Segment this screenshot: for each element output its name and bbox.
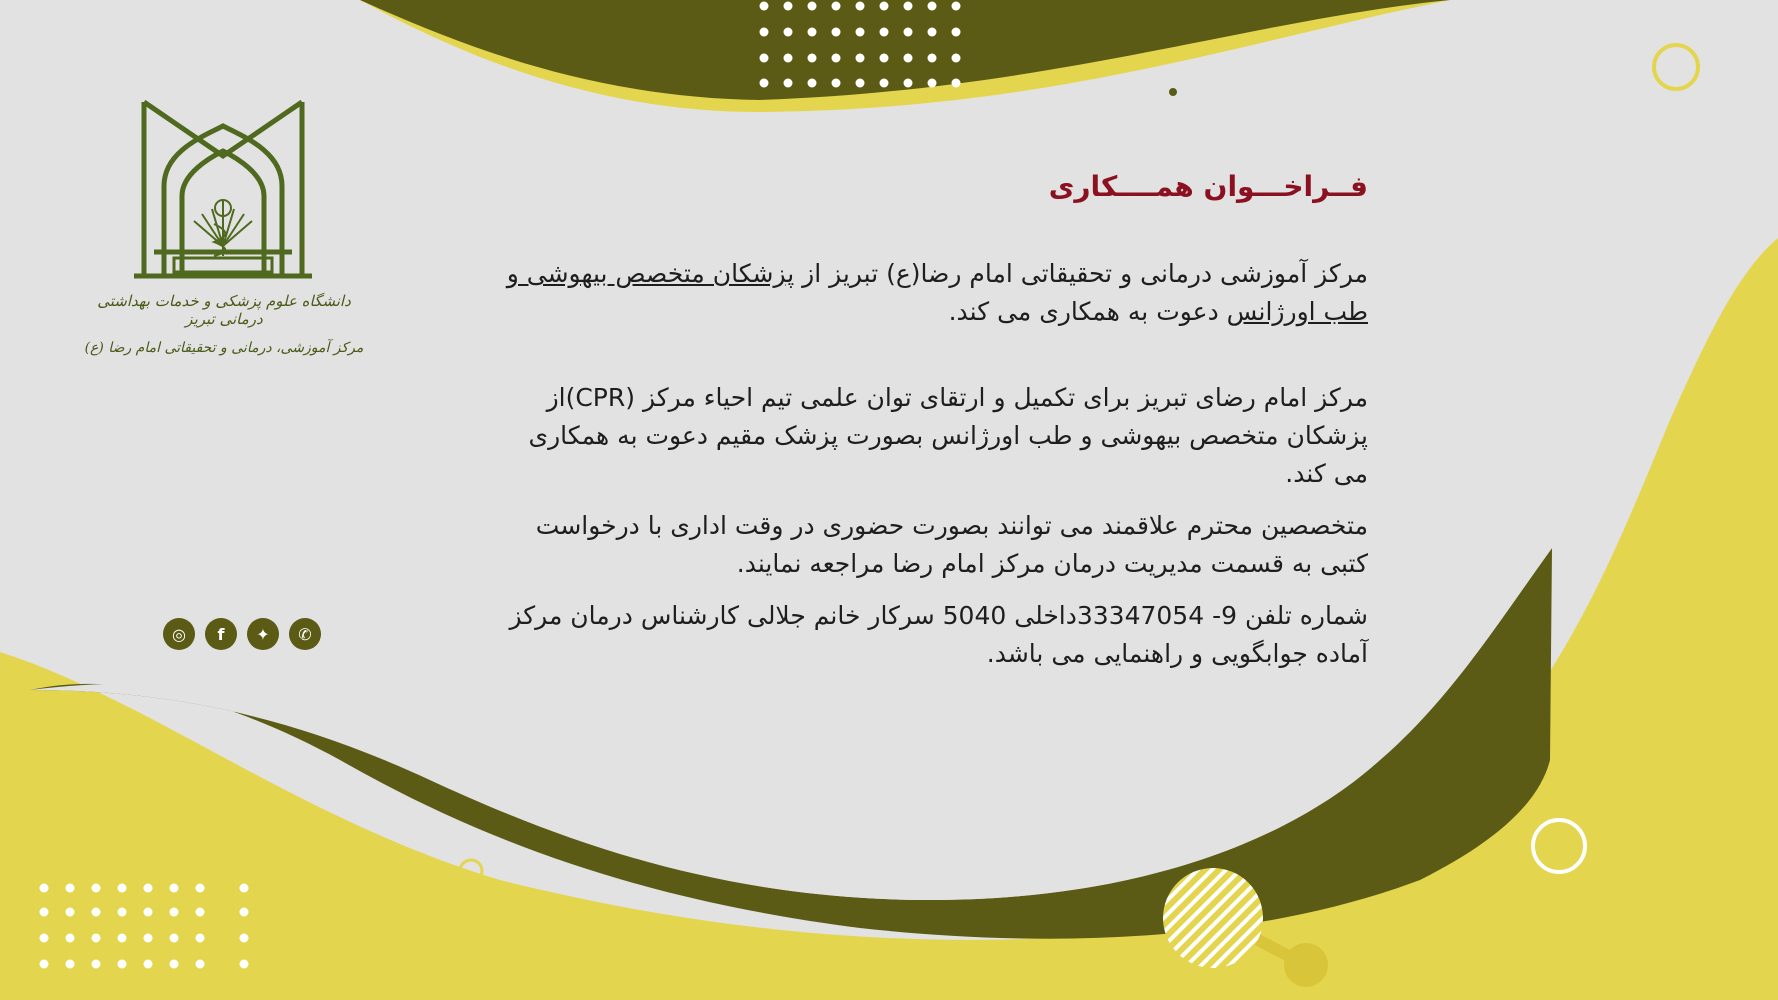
- paragraph-1-start: مرکز آموزشی درمانی و تحقیقاتی امام رضا(ع) تبریز از: [794, 259, 1368, 288]
- announcement-title: فــراخـــوان همــــکاری: [1048, 170, 1368, 203]
- instagram-icon[interactable]: ◎: [163, 618, 195, 650]
- paragraph-1-underlined: پزشکان متخصص بیهوشی و طب اورژانس: [506, 259, 1368, 326]
- announcement: [500, 170, 1368, 673]
- paragraph-2: مرکز امام رضای تبریز برای تکمیل و ارتقای توان علمی تیم احیاء مرکز (CPR)از پزشکان متخصص بیهوشی و طب اورژانس بصورت پزشک مقیم دعوت به همکاری می کند.: [528, 383, 1368, 488]
- logo-university-name: دانشگاه علوم پزشکی و خدمات بهداشتی درمانی تبریز: [97, 292, 351, 328]
- twitter-icon[interactable]: ✦: [247, 618, 279, 650]
- university-logo: [84, 96, 364, 376]
- paragraph-4: شماره تلفن 9- 33347054داخلی 5040 سرکار خانم جلالی کارشناس درمان مرکز آماده جوابگویی و راهنمایی می باشد.: [509, 601, 1368, 668]
- facebook-icon[interactable]: f: [205, 618, 237, 650]
- logo-center-name: مرکز آموزشی، درمانی و تحقیقاتی امام رضا (ع): [84, 340, 364, 356]
- paragraph-1: [500, 255, 1368, 331]
- paragraph-3: متخصصین محترم علاقمند می توانند بصورت حضوری در وقت اداری با درخواست کتبی به قسمت مدیریت درمان مرکز امام رضا مراجعه نمایند.: [535, 511, 1368, 578]
- whatsapp-icon[interactable]: ✆: [289, 618, 321, 650]
- paragraph-1-end: دعوت به همکاری می کند.: [948, 297, 1227, 326]
- social-icons: [163, 618, 321, 652]
- ring-top-right: [1654, 45, 1698, 89]
- striped-circle: [1163, 868, 1263, 968]
